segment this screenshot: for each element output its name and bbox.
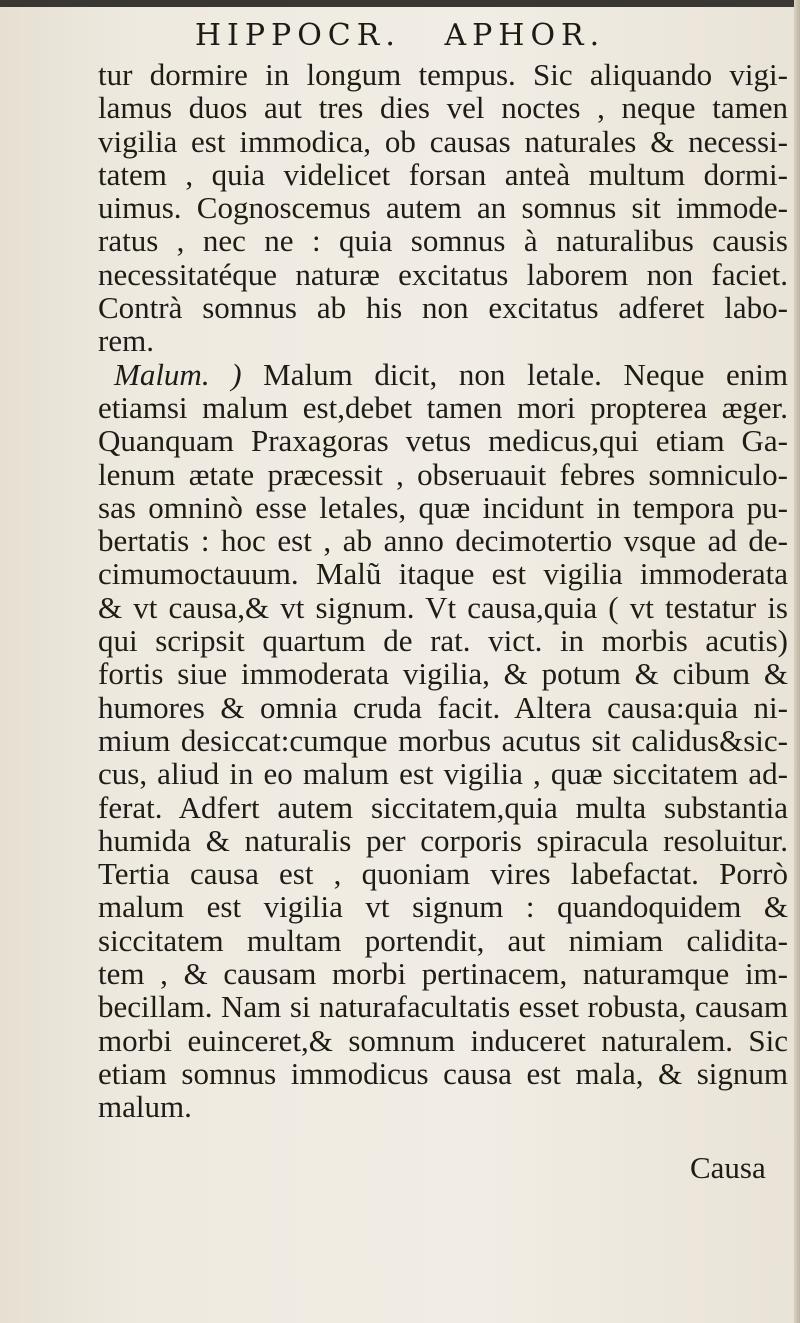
lemma-line (98, 358, 788, 391)
text-line: morbi euinceret,& somnum induceret naturalem. Sic (98, 1022, 788, 1058)
text-line: malum est vigilia vt signum : quandoquidem & (98, 889, 788, 925)
text-line: necessitatéque naturæ excitatus laborem non faciet. (98, 256, 788, 292)
running-head-right: APHOR. (444, 18, 606, 53)
text-line: uimus. Cognoscemus autem an somnus sit immode- (98, 190, 788, 226)
running-head-left: HIPPOCR. (194, 18, 401, 53)
text-line: humores & omnia cruda facit. Altera causa:quia ni- (98, 689, 788, 725)
page-edge-shadow (794, 0, 800, 1323)
text-line: malum. (98, 1089, 192, 1125)
body-text (98, 58, 788, 1124)
running-head (0, 18, 800, 53)
lemma: Malum. ) (114, 356, 242, 392)
text-line: tatem , quia videlicet forsan anteà multum dormi- (98, 156, 788, 192)
text-line: ratus , nec ne : quia somnus à naturalibus causis (98, 223, 788, 259)
catchword: Causa (690, 1150, 766, 1185)
text-line: fortis siue immoderata vigilia, & potum & cibum & (98, 656, 788, 692)
text-line: rem. (98, 323, 154, 359)
text-line: Tertia causa est , quoniam vires labefactat. Porrò (98, 856, 788, 892)
text-line: qui scripsit quartum de rat. vict. in morbis acutis) (98, 623, 788, 659)
text-line: cus, aliud in eo malum est vigilia , quæ siccitatem ad- (98, 756, 788, 792)
text-line: mium desiccat:cumque morbus acutus sit calidus&sic- (98, 722, 788, 758)
text-line: lamus duos aut tres dies vel noctes , neque tamen (98, 90, 788, 126)
text-line: etiamsi malum est,debet tamen mori propterea æger. (98, 389, 788, 425)
text-line: becillam. Nam si naturafacultatis esset robusta, causam (98, 989, 788, 1025)
text-line: vigilia est immodica, ob causas naturales & necessi- (98, 123, 788, 159)
text-line: tem , & causam morbi pertinacem, naturamque im- (98, 956, 788, 992)
lemma-line-text: Malum dicit, non letale. Neque enim (241, 356, 788, 392)
text-line: Contrà somnus ab his non excitatus adferet labo- (98, 290, 788, 326)
top-edge-rule (0, 0, 800, 7)
text-line: & vt causa,& vt signum. Vt causa,quia ( vt testatur is (98, 589, 788, 625)
text-line: bertatis : hoc est , ab anno decimotertio vsque ad de- (98, 523, 788, 559)
text-line: lenum ætate præcessit , obseruauit febres somniculo- (98, 456, 788, 492)
text-line: etiam somnus immodicus causa est mala, & signum (98, 1055, 788, 1091)
text-line: siccitatem multam portendit, aut nimiam calidita- (98, 922, 788, 958)
text-line: sas omninò esse letales, quæ incidunt in tempora pu- (98, 489, 788, 525)
text-line: Quanquam Praxagoras vetus medicus,qui etiam Ga- (98, 423, 788, 459)
text-line: tur dormire in longum tempus. Sic aliquando vigi- (98, 57, 788, 92)
text-line: cimumoctauum. Malũ itaque est vigilia immoderata (98, 556, 788, 592)
text-line: humida & naturalis per corporis spiracula resoluitur. (98, 822, 788, 858)
text-line: ferat. Adfert autem siccitatem,quia multa substantia (98, 789, 788, 825)
